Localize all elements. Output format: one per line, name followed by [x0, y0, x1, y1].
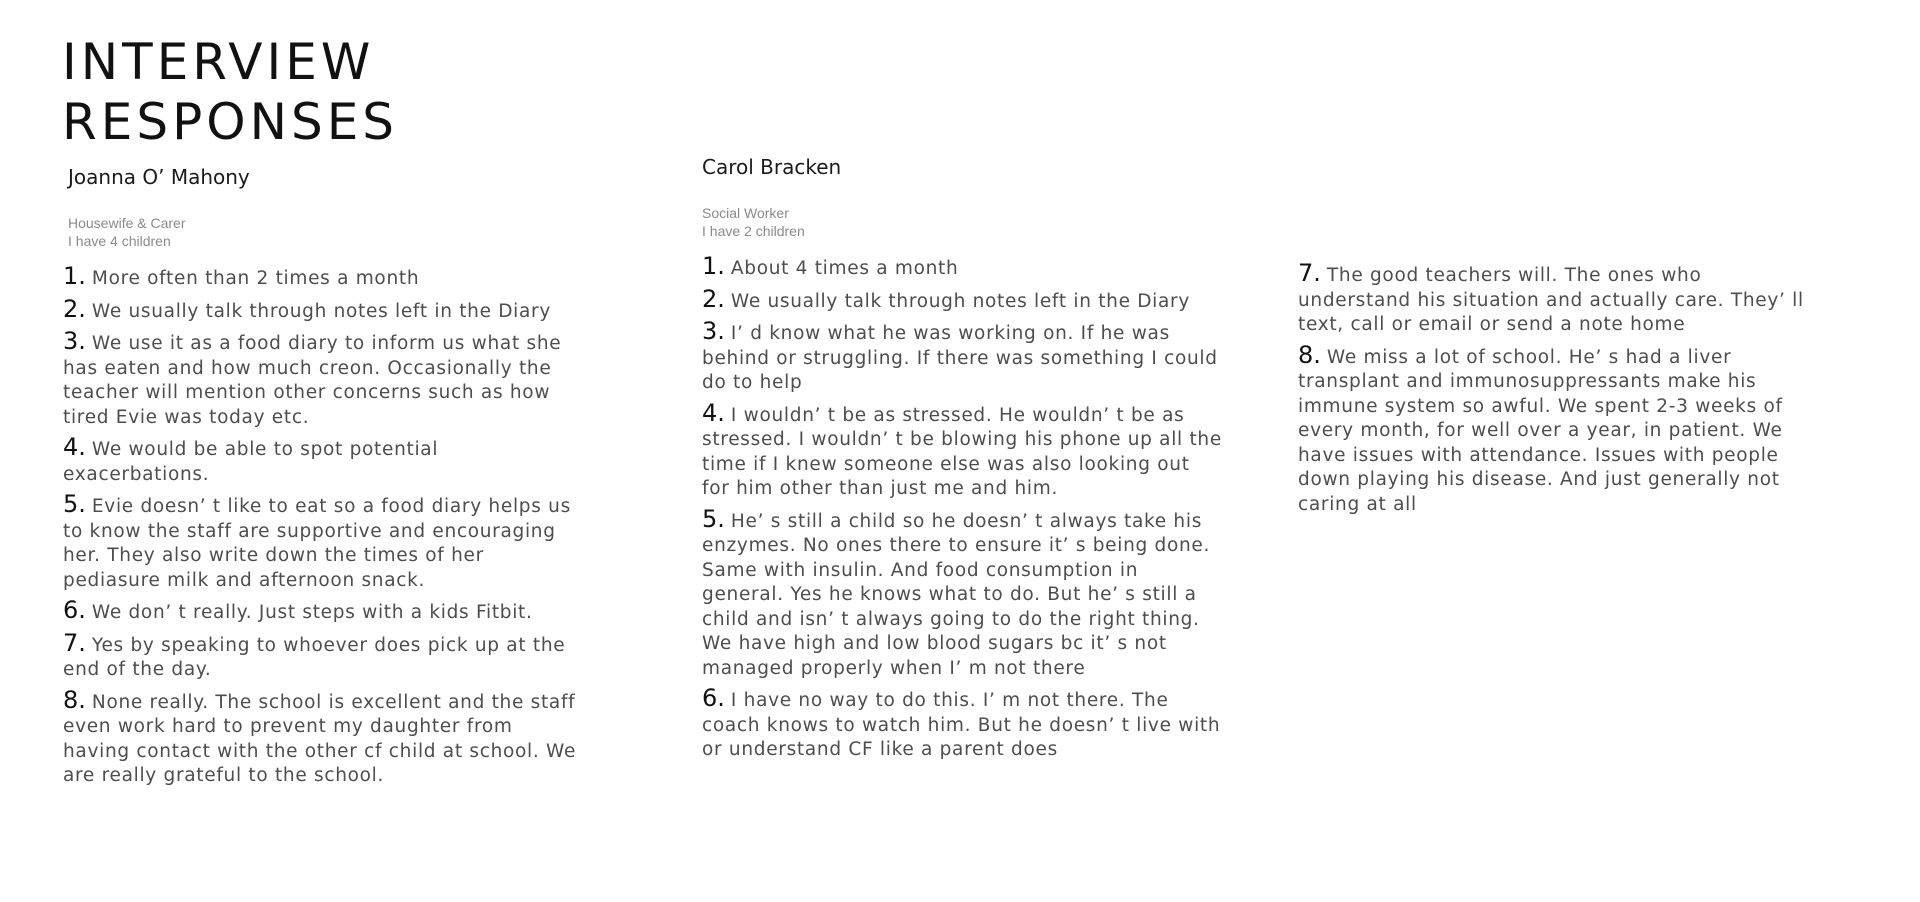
- answer-number: 4.: [63, 433, 86, 461]
- answer-text: We use it as a food diary to inform us what she has eaten and how much creon. Occasionally the teacher will mention other concerns such as how tired Evie was today etc.: [63, 333, 562, 428]
- respondent-role: Social Worker: [702, 205, 789, 221]
- answer-number: 5.: [63, 490, 86, 518]
- answer-number: 1.: [63, 262, 86, 290]
- answer-list: [1298, 261, 1818, 517]
- respondent-carol-continued: [1298, 261, 1818, 522]
- answer-item: [63, 294, 583, 325]
- answer-number: 1.: [702, 252, 725, 280]
- answer-item: [1298, 340, 1818, 518]
- answer-number: 2.: [702, 284, 725, 313]
- respondent-name: Carol Bracken: [702, 155, 842, 179]
- answer-list: [702, 254, 1222, 763]
- answer-list: [63, 264, 583, 789]
- page-title-line-2: RESPONSES: [62, 93, 399, 151]
- answer-number: 6.: [63, 596, 86, 624]
- answer-number: 3.: [702, 317, 725, 345]
- answer-item: [63, 598, 583, 626]
- answer-item: [63, 264, 583, 292]
- answer-item: [63, 492, 583, 593]
- page-title-line-1: INTERVIEW: [62, 33, 375, 91]
- respondent-role: Housewife & Carer: [68, 215, 186, 231]
- respondent-joanna: [63, 164, 583, 794]
- answer-item: [1298, 261, 1818, 338]
- answer-item: [702, 504, 1222, 682]
- answer-item: [63, 628, 583, 683]
- answer-text: I have no way to do this. I’ m not there. The coach knows to watch him. But he doesn’ t live with or understand CF like a parent does: [702, 690, 1221, 760]
- answer-text: We don’ t really. Just steps with a kids Fitbit.: [91, 602, 533, 623]
- answer-number: 7.: [1298, 259, 1321, 287]
- respondent-children: I have 2 children: [702, 223, 805, 239]
- answer-number: 7.: [63, 628, 86, 657]
- answer-text: None really. The school is excellent and the staff even work hard to prevent my daughter from having contact with the other cf child at school. We are really grateful to the school.: [63, 691, 577, 786]
- answer-text: Yes by speaking to whoever does pick up at the end of the day.: [63, 634, 566, 680]
- respondent-children: I have 4 children: [68, 233, 171, 249]
- answer-item: [702, 686, 1222, 763]
- answer-text: I wouldn’ t be as stressed. He wouldn’ t be as stressed. I wouldn’ t be blowing his phone up all the time if I knew someone else was also looking out for him other than just me and him.: [702, 404, 1222, 499]
- answer-text: We usually talk through notes left in the Diary: [730, 290, 1191, 312]
- answer-item: [702, 284, 1222, 315]
- answer-number: 8.: [63, 685, 86, 714]
- answer-item: [702, 254, 1222, 282]
- answer-number: 2.: [63, 294, 86, 323]
- answer-item: [63, 685, 583, 789]
- answer-number: 3.: [63, 327, 86, 355]
- answer-item: [63, 329, 583, 430]
- answer-item: [702, 398, 1222, 502]
- answer-text: More often than 2 times a month: [91, 268, 420, 289]
- respondent-meta: [68, 214, 583, 250]
- answer-text: We miss a lot of school. He’ s had a liver transplant and immunosuppressants make his immune system so awful. We spent 2-3 weeks of every month, for well over a year, in patient. We have issues with attendance. Issues with people down playing his disease. And just generally not caring at all: [1298, 346, 1783, 515]
- respondent-carol: [702, 154, 1222, 768]
- answer-text: We usually talk through notes left in the Diary: [91, 300, 552, 322]
- answer-number: 6.: [702, 684, 725, 712]
- answer-text: We would be able to spot potential exacerbations.: [63, 439, 439, 485]
- answer-text: I’ d know what he was working on. If he was behind or struggling. If there was something I could do to help: [702, 323, 1218, 393]
- answer-text: The good teachers will. The ones who understand his situation and actually care. They’ ll text, call or email or send a note home: [1298, 265, 1804, 335]
- answer-text: Evie doesn’ t like to eat so a food diary helps us to know the staff are supportive and encouraging her. They also write down the times of her pediasure milk and afternoon snack.: [63, 496, 571, 591]
- respondent-meta: [702, 204, 1222, 240]
- respondent-name: Joanna O’ Mahony: [68, 165, 250, 189]
- answer-text: About 4 times a month: [730, 258, 959, 279]
- answer-number: 5.: [702, 504, 725, 533]
- answer-number: 4.: [702, 398, 725, 427]
- answer-item: [702, 319, 1222, 396]
- answer-number: 8.: [1298, 340, 1321, 369]
- answer-item: [63, 435, 583, 487]
- answer-text: He’ s still a child so he doesn’ t always take his enzymes. No ones there to ensure it’ s being done. Same with insulin. And food consumption in general. Yes he knows what to do. But he’ s still a child and isn’ t always going to do the right thing. We have high and low blood sugars bc it’ s not managed properly when I’ m not there: [702, 510, 1211, 679]
- page-title: [62, 32, 398, 152]
